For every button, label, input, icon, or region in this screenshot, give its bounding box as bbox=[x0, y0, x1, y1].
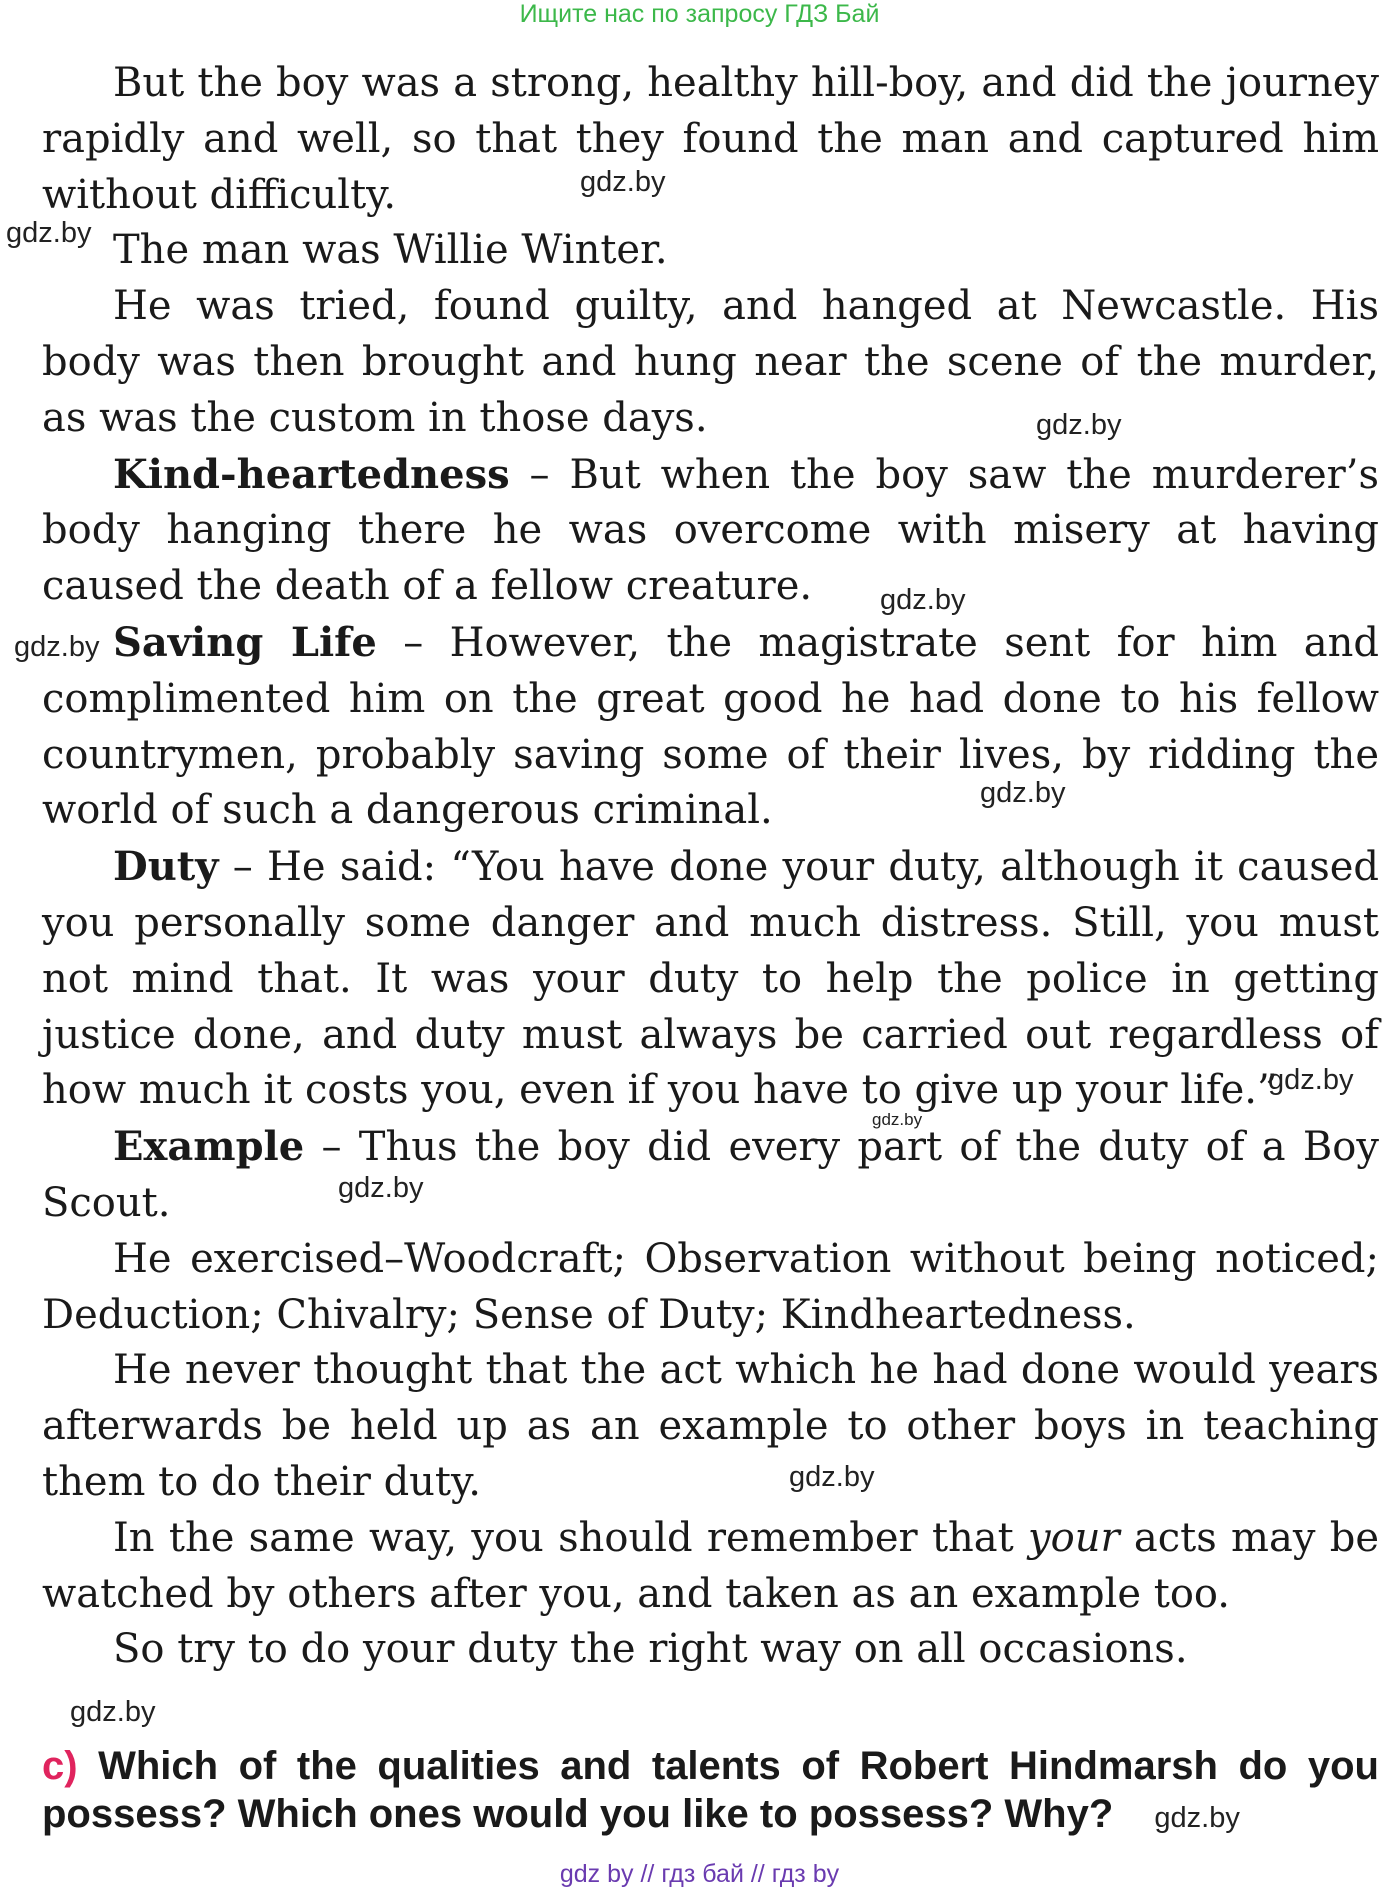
paragraph-text: He was tried, found guilty, and hanged at Newcastle. His body was then brought and hung near the scene of the murder, as was the custom in those days. bbox=[42, 283, 1379, 441]
paragraph-lead: Saving Life bbox=[113, 618, 377, 666]
story-text bbox=[42, 56, 1379, 1678]
paragraph-lead: Kind-heartedness bbox=[113, 450, 510, 498]
watermark: gdz.by bbox=[1036, 409, 1122, 441]
lead-separator: – bbox=[509, 451, 570, 498]
watermark: gdz.by bbox=[789, 1461, 875, 1493]
watermark: gdz.by bbox=[580, 166, 666, 198]
question-label: c) bbox=[42, 1744, 78, 1788]
question bbox=[42, 1742, 1379, 1838]
top-banner: Ищите нас по запросу ГДЗ Бай bbox=[519, 0, 880, 28]
watermark: gdz.by bbox=[872, 1110, 923, 1129]
paragraph bbox=[42, 615, 1379, 839]
paragraph bbox=[42, 839, 1379, 1119]
paragraph-text: But when the boy saw the murderer’s body hanging there he was overcome with misery at having caused the death of a fellow creature. bbox=[42, 451, 1379, 610]
paragraph bbox=[42, 1622, 1379, 1678]
paragraph bbox=[42, 56, 1379, 223]
paragraph bbox=[42, 1232, 1379, 1344]
paragraph-italic: your bbox=[1028, 1514, 1120, 1561]
watermark: gdz.by bbox=[6, 217, 92, 249]
paragraph bbox=[42, 447, 1379, 615]
question-text: Which of the qualities and talents of Robert Hindmarsh do you possess? Which ones would you like to possess? Why? bbox=[42, 1744, 1379, 1836]
watermark: gdz.by bbox=[880, 584, 966, 616]
watermark: gdz.by bbox=[338, 1172, 424, 1204]
paragraph-text: In the same way, you should remember that bbox=[113, 1514, 1029, 1561]
lead-separator: – bbox=[218, 844, 268, 891]
paragraph-text: He never thought that the act which he had done would years afterwards be held up as an example to other boys in teaching them to do their duty. bbox=[42, 1347, 1379, 1505]
paragraph bbox=[42, 223, 1379, 279]
paragraph-text: However, the magistrate sent for him and complimented him on the great good he had done to his fellow countrymen, probably saving some of their lives, by ridding the world of such a dangerous criminal. bbox=[42, 619, 1380, 834]
watermark: gdz.by bbox=[980, 777, 1066, 809]
paragraph-lead: Example bbox=[113, 1123, 305, 1171]
watermark: gdz.by bbox=[14, 631, 100, 663]
watermark: gdz.by bbox=[70, 1696, 156, 1728]
lead-separator: – bbox=[376, 619, 450, 666]
paragraph bbox=[42, 279, 1379, 446]
paragraph-text: So try to do your duty the right way on all occasions. bbox=[113, 1626, 1188, 1673]
footer-links: gdz by // гдз бай // гдз by bbox=[559, 1860, 840, 1888]
lead-separator: – bbox=[304, 1124, 359, 1171]
paragraph bbox=[42, 1343, 1379, 1510]
paragraph-text: He exercised–Woodcraft; Observation without being noticed; Deduction; Chivalry; Sense of Duty; Kindheartedness. bbox=[42, 1235, 1379, 1338]
paragraph-lead: Duty bbox=[113, 843, 219, 891]
paragraph-text: The man was Willie Winter. bbox=[113, 227, 668, 274]
watermark: gdz.by bbox=[1154, 1802, 1240, 1834]
paragraph-text: Thus the boy did every part of the duty of a Boy Scout. bbox=[42, 1124, 1379, 1226]
watermark: gdz.by bbox=[1268, 1064, 1354, 1096]
paragraph-text: acts may be watched by others after you, and taken as an example too. bbox=[42, 1514, 1379, 1617]
paragraph bbox=[42, 1511, 1379, 1623]
paragraph-text: But the boy was a strong, healthy hill-boy, and did the journey rapidly and well, so that they found the man and captured him without difficulty. bbox=[42, 60, 1379, 218]
paragraph bbox=[42, 1119, 1379, 1232]
paragraph-text: He said: “You have done your duty, although it caused you personally some danger and much distress. Still, you must not mind that. It was your duty to help the police in getting justice done, and duty must always be carried out regardless of how much it costs you, even if you have to give up your life.” bbox=[42, 844, 1379, 1114]
